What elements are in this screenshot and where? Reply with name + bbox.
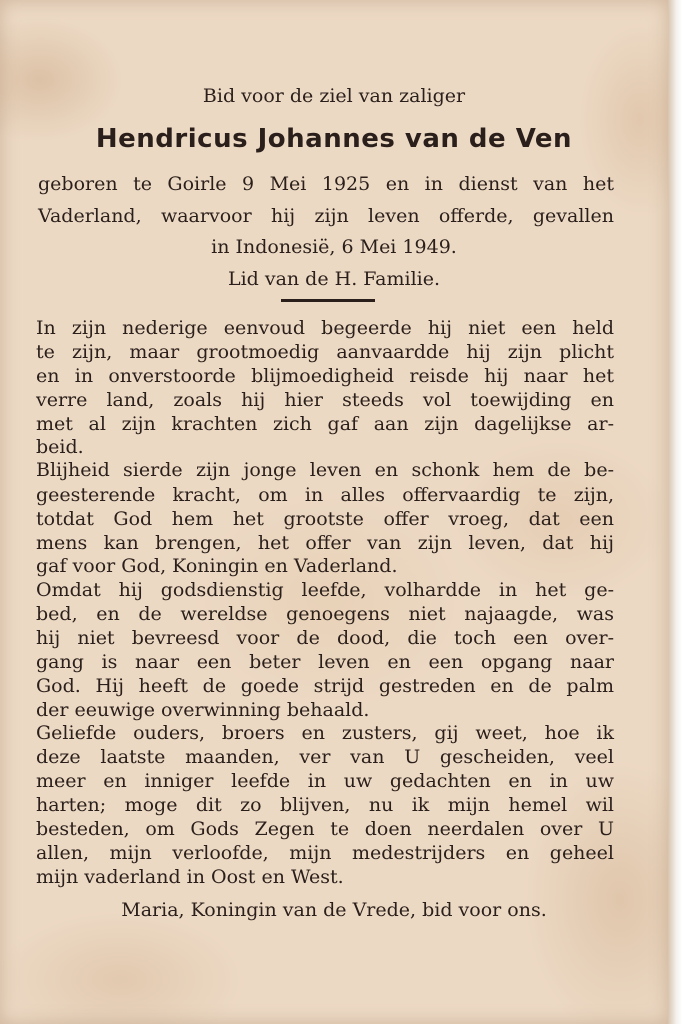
scan-edge <box>668 0 682 1024</box>
closing-prayer: Maria, Koningin van de Vrede, bid voor ons. <box>121 899 547 921</box>
body-line: Geliefde ouders, broers en zusters, gij weet, hoe ik <box>36 722 614 744</box>
body-line: bed, en de wereldse genoegens niet najaagde, was <box>36 603 614 625</box>
body-line: verre land, zoals hij hier steeds vol toewijding en <box>36 389 614 411</box>
body-line: en in onverstoorde blijmoedigheid reisde hij naar het <box>36 365 614 387</box>
body-line: beid. <box>36 436 84 458</box>
body-line: allen, mijn verloofde, mijn medestrijders en geheel <box>36 842 614 864</box>
body-line: totdat God hem het grootste offer vroeg, dat een <box>36 508 614 530</box>
deceased-name: Hendricus Johannes van de Ven <box>95 124 573 154</box>
body-line: der eeuwige overwinning behaald. <box>36 699 370 721</box>
body-line: met al zijn krachten zich gaf aan zijn dagelijkse ar- <box>36 413 614 435</box>
body-line: In zijn nederige eenvoud begeerde hij niet een held <box>36 317 614 339</box>
body-line: harten; moge dit zo blijven, nu ik mijn hemel wil <box>36 794 614 816</box>
birth-line: geboren te Goirle 9 Mei 1925 en in dienst van het <box>38 173 614 195</box>
body-line: Omdat hij godsdienstig leefde, volhardde in het ge- <box>36 579 614 601</box>
body-line: besteden, om Gods Zegen te doen neerdalen over U <box>36 818 614 840</box>
body-line: meer en inniger leefde in uw gedachten en in uw <box>36 770 614 792</box>
body-line: God. Hij heeft de goede strijd gestreden en de palm <box>36 675 614 697</box>
birth-line: Vaderland, waarvoor hij zijn leven offerde, gevallen <box>38 205 614 227</box>
body-line: te zijn, maar grootmoedig aanvaardde hij zijn plicht <box>36 341 614 363</box>
body-line: Blijheid sierde zijn jonge leven en schonk hem de be- <box>36 459 614 481</box>
body-line: geesterende kracht, om in alles offervaardig te zijn, <box>36 484 614 506</box>
body-line: hij niet bevreesd voor de dood, die toch een over- <box>36 627 614 649</box>
membership-line: Lid van de H. Familie. <box>227 268 441 290</box>
body-line: gang is naar een beter leven en een opgang naar <box>36 651 614 673</box>
body-line: mens kan brengen, het offer van zijn leven, dat hij <box>36 532 614 554</box>
body-line: gaf voor God, Koningin en Vaderland. <box>36 555 398 577</box>
body-line: deze laatste maanden, ver van U gescheiden, veel <box>36 746 614 768</box>
body-line: mijn vaderland in Oost en West. <box>36 866 344 888</box>
intro-line: Bid voor de ziel van zaliger <box>202 85 466 107</box>
birth-line: in Indonesië, 6 Mei 1949. <box>211 236 457 258</box>
divider-rule <box>281 299 375 302</box>
